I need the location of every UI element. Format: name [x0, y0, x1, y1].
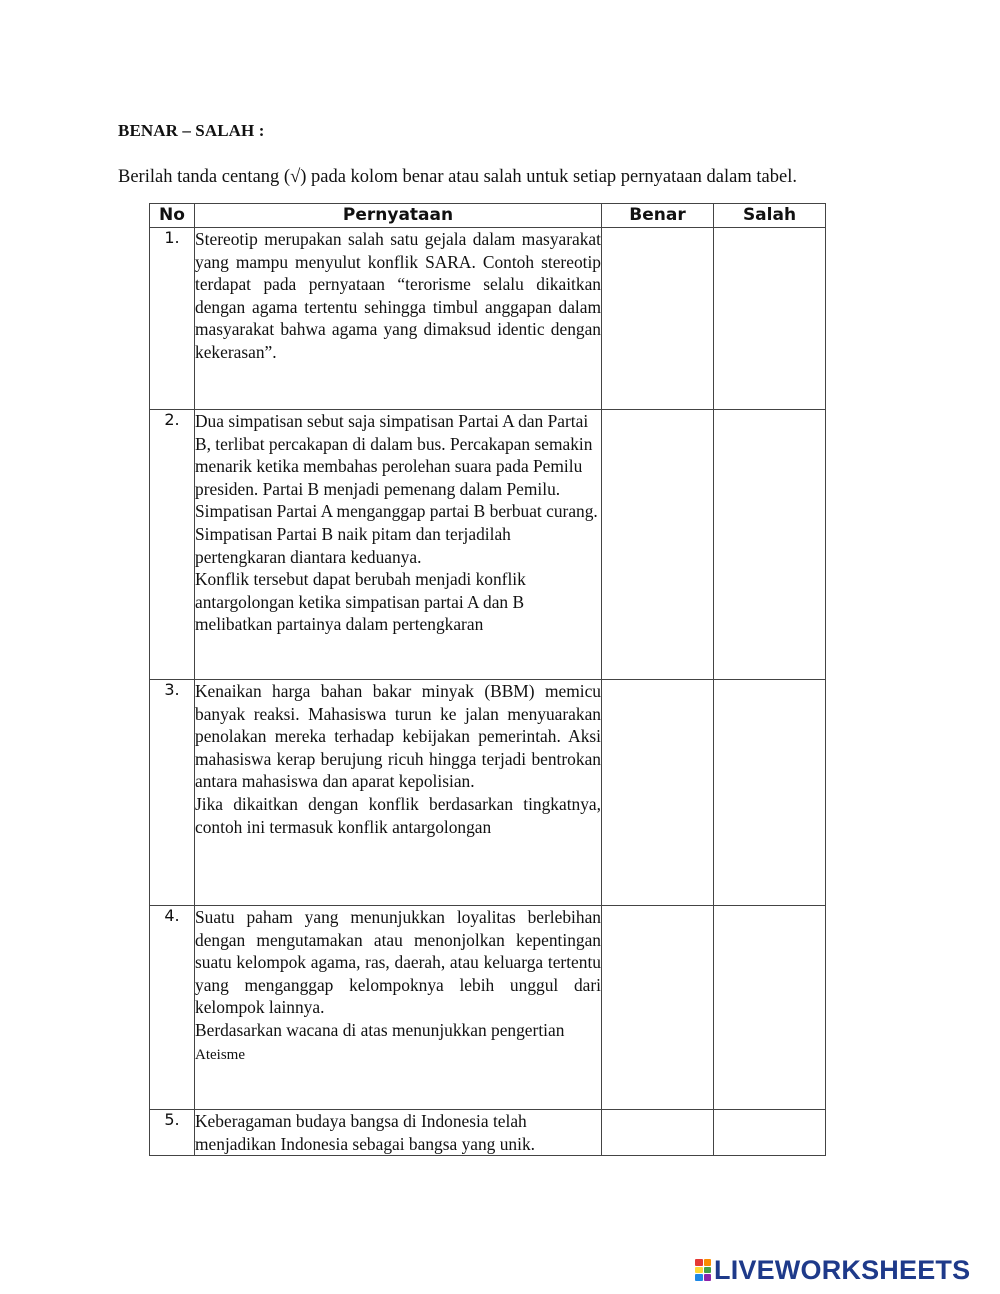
logo-block	[695, 1274, 703, 1281]
statement-text: Stereotip merupakan salah satu gejala dalam masyarakat yang mampu menyulut konflik SARA. Contoh stereotip terdapat pada pernyataan “terorisme selalu dikaitkan dengan agama tertentu sehingga timbul anggapan dalam masyarakat bahwa agama yang dimaksud identic dengan kekerasan”.	[195, 229, 601, 362]
answer-false-cell[interactable]	[714, 228, 826, 410]
instruction-text: Berilah tanda centang (√) pada kolom benar atau salah untuk setiap pernyataan dalam tabel.	[118, 167, 797, 187]
answer-fill: Ateisme	[195, 1046, 245, 1063]
answer-true-cell[interactable]	[602, 906, 714, 1110]
statement-cell	[195, 228, 602, 410]
row-number: 1.	[150, 228, 195, 410]
answer-false-cell[interactable]	[714, 410, 826, 680]
answer-true-cell[interactable]	[602, 680, 714, 906]
logo-block	[695, 1259, 703, 1266]
logo-text: LIVEWORKSHEETS	[714, 1254, 971, 1285]
row-number: 4.	[150, 906, 195, 1110]
answer-true-cell[interactable]	[602, 228, 714, 410]
statement-text: Dua simpatisan sebut saja simpatisan Partai A dan Partai B, terlibat percakapan di dalam bus. Percakapan semakin menarik ketika membahas perolehan suara pada Pemilu presiden. Partai B menjadi pemenang dalam Pemilu. Simpatisan Partai A menganggap partai B berbuat curang. Simpatisan Partai B naik pitam dan terjadilah pertengkaran diantara keduanya.	[195, 411, 598, 567]
table-row	[150, 906, 826, 1110]
header-true: Benar	[602, 204, 714, 228]
header-statement: Pernyataan	[195, 204, 602, 228]
statement-question: Konflik tersebut dapat berubah menjadi konflik antargolongan ketika simpatisan partai A dan B melibatkan partainya dalam pertengkaran	[195, 569, 526, 635]
row-number: 3.	[150, 680, 195, 906]
statement-cell	[195, 680, 602, 906]
table-row	[150, 1110, 826, 1156]
row-number: 2.	[150, 410, 195, 680]
statement-cell	[195, 410, 602, 680]
true-false-table	[149, 203, 826, 1156]
liveworksheets-logo	[695, 1255, 970, 1285]
logo-block	[695, 1267, 703, 1274]
table-header-row	[150, 204, 826, 228]
header-no: No	[150, 204, 195, 228]
logo-blocks-icon	[695, 1259, 711, 1281]
answer-true-cell[interactable]	[602, 1110, 714, 1156]
logo-block	[704, 1274, 712, 1281]
statement-cell	[195, 1110, 602, 1156]
statement-question: Jika dikaitkan dengan konflik berdasarkan tingkatnya, contoh ini termasuk konflik antargolongan	[195, 793, 601, 837]
header-false: Salah	[714, 204, 826, 228]
answer-false-cell[interactable]	[714, 906, 826, 1110]
row-number: 5.	[150, 1110, 195, 1156]
answer-true-cell[interactable]	[602, 410, 714, 680]
statement-text: Keberagaman budaya bangsa di Indonesia telah menjadikan Indonesia sebagai bangsa yang unik.	[195, 1111, 535, 1154]
table-row	[150, 680, 826, 906]
statement-text: Kenaikan harga bahan bakar minyak (BBM) memicu banyak reaksi. Mahasiswa turun ke jalan menyuarakan penolakan mereka terhadap kebijakan pemerintah. Aksi mahasiswa kerap berujung ricuh hingga terjadi bentrokan antara mahasiswa dan aparat kepolisian.	[195, 681, 601, 792]
logo-block	[704, 1267, 712, 1274]
question-prefix: Berdasarkan wacana di atas menunjukkan pengertian	[195, 1019, 565, 1040]
table-row	[150, 410, 826, 680]
table-row	[150, 228, 826, 410]
answer-false-cell[interactable]	[714, 680, 826, 906]
statement-question	[195, 1019, 601, 1066]
answer-false-cell[interactable]	[714, 1110, 826, 1156]
logo-block	[704, 1259, 712, 1266]
statement-cell	[195, 906, 602, 1110]
statement-text: Suatu paham yang menunjukkan loyalitas berlebihan dengan mengutamakan atau menonjolkan kepentingan suatu kelompok agama, ras, daerah, atau keluarga tertentu yang menganggap kelompoknya lebih unggul dari kelompok lainnya.	[195, 907, 601, 1018]
worksheet-title: BENAR – SALAH :	[118, 121, 265, 140]
